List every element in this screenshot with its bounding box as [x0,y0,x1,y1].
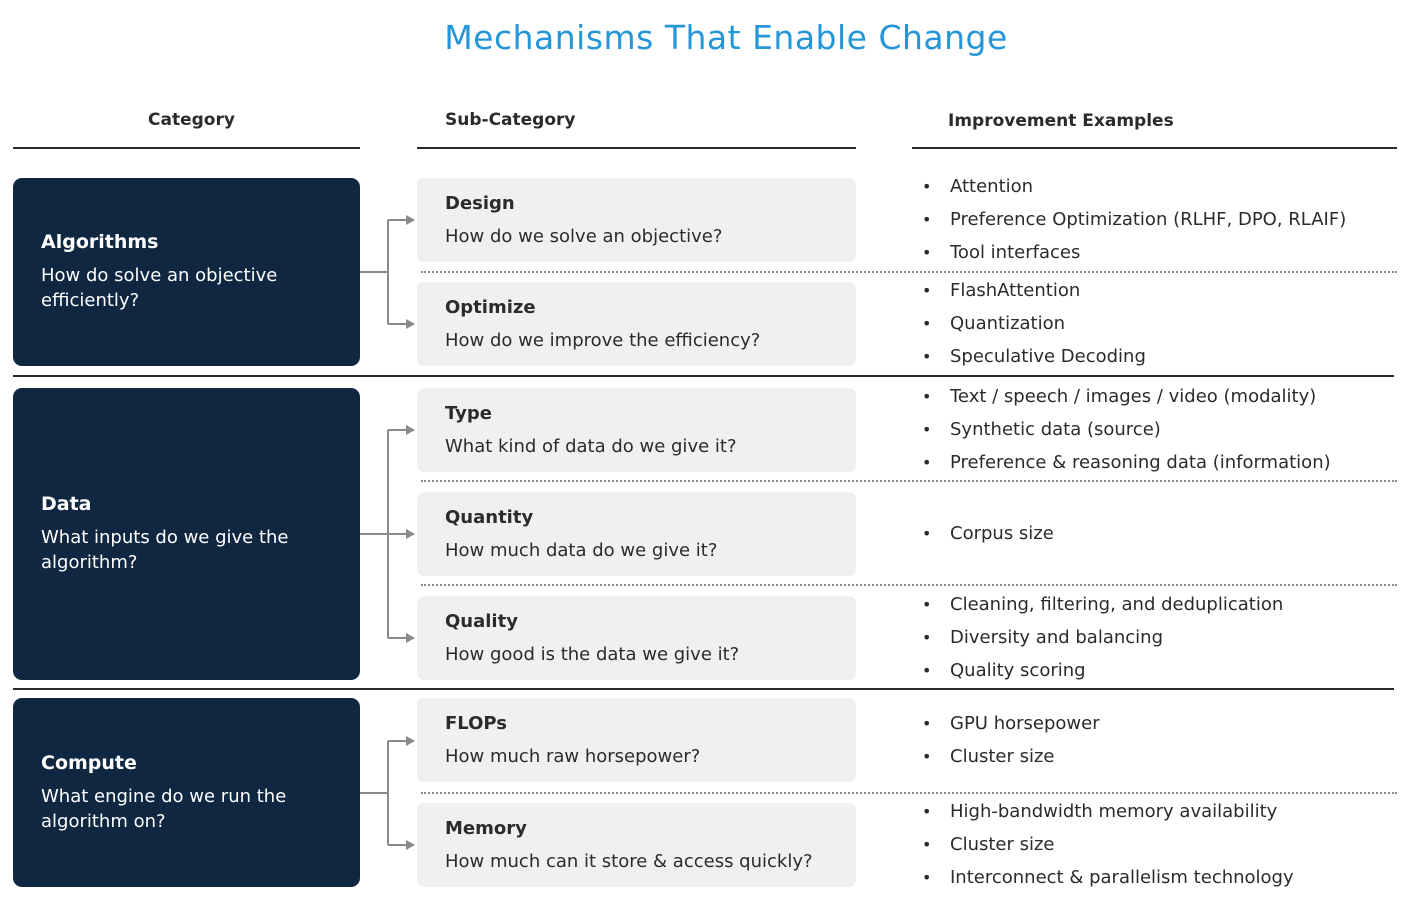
example-item: • Attention [922,170,1392,203]
category-description: What engine do we run the algorithm on? [41,785,287,832]
category-name: Compute [41,751,137,774]
example-item: • Synthetic data (source) [922,413,1392,446]
example-item: • Interconnect & parallelism technology [922,861,1392,894]
example-item: • Quantization [922,307,1392,340]
subcategory-question: What kind of data do we give it? [445,436,737,457]
subcategory-name: Type [445,403,492,424]
subcategory-name: Design [445,193,515,214]
page-title: Mechanisms That Enable Change [444,18,1008,57]
column-header-category: Category [148,110,235,130]
example-item: • Quality scoring [922,654,1392,687]
subcategory-question: How much can it store & access quickly? [445,851,813,872]
category-description: How do solve an objective efficiently? [41,265,278,311]
subcategory-question: How much raw horsepower? [445,746,701,767]
subcategory-name: FLOPs [445,713,508,734]
category-name: Algorithms [41,231,159,253]
example-item: • Cleaning, filtering, and deduplication [922,588,1392,621]
subcategory-question: How good is the data we give it? [445,644,740,665]
example-item: • Preference Optimization (RLHF, DPO, RLAIF) [922,203,1392,236]
subcategory-question: How much data do we give it? [445,540,718,561]
subcategory-name: Memory [445,818,527,839]
example-item: • Preference & reasoning data (information) [922,446,1392,479]
example-item: • FlashAttention [922,274,1392,307]
example-item: • Corpus size [922,517,1392,550]
example-item: • Cluster size [922,828,1392,861]
subcategory-name: Quality [445,611,518,632]
subcategory-question: How do we improve the efficiency? [445,330,761,351]
example-item: • Diversity and balancing [922,621,1392,654]
subcategory-name: Optimize [445,297,536,318]
example-item: • Cluster size [922,740,1392,773]
category-description: What inputs do we give the algorithm? [41,527,289,573]
subcategory-question: How do we solve an objective? [445,226,723,247]
subcategory-name: Quantity [445,507,534,528]
column-header-subcategory: Sub-Category [445,110,576,130]
example-item: • High-bandwidth memory availability [922,795,1392,828]
category-name: Data [41,493,92,515]
example-item: • GPU horsepower [922,707,1392,740]
example-item: • Tool interfaces [922,236,1392,269]
column-header-examples: Improvement Examples [948,111,1174,131]
example-item: • Text / speech / images / video (modality) [922,380,1392,413]
example-item: • Speculative Decoding [922,340,1392,373]
